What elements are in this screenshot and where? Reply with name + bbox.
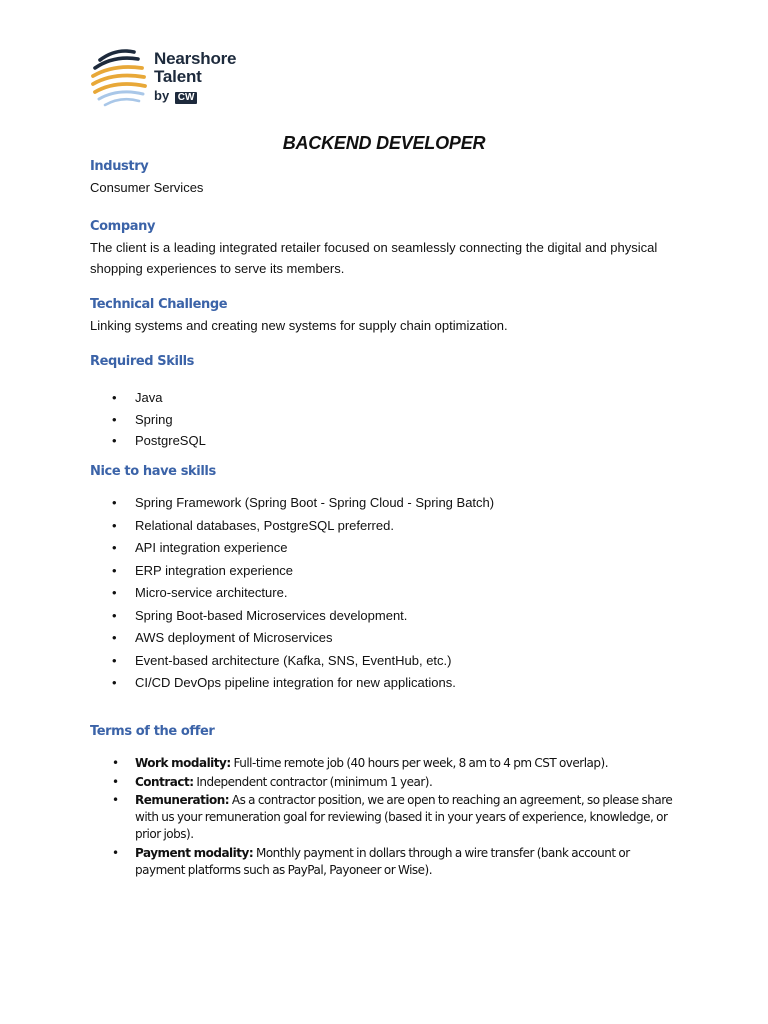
logo-cw-mark: CW <box>175 92 198 104</box>
terms-label: Remuneration: <box>135 793 230 807</box>
list-item: • PostgreSQL <box>112 432 206 454</box>
terms-label: Work modality: <box>135 756 231 770</box>
terms-text: Independent contractor (minimum 1 year). <box>196 774 433 789</box>
required-skills-list <box>112 389 206 454</box>
company-heading: Company <box>90 219 156 234</box>
terms-list <box>112 755 682 880</box>
terms-text: Monthly payment in dollars through a wire transfer (bank account or payment platforms such as PayPal, Payoneer or Wise). <box>135 845 630 877</box>
list-item: • Spring <box>112 411 206 433</box>
terms-item-remuneration <box>112 792 682 843</box>
document-title: BACKEND DEVELOPER <box>282 133 486 153</box>
industry-heading: Industry <box>90 159 149 174</box>
terms-label: Contract: <box>135 774 194 789</box>
logo-byline <box>154 89 197 104</box>
terms-heading: Terms of the offer <box>90 724 215 739</box>
list-item: • Spring Framework (Spring Boot - Spring Cloud - Spring Batch) <box>112 494 494 517</box>
list-item: • Event-based architecture (Kafka, SNS, EventHub, etc.) <box>112 652 494 675</box>
list-item: • Spring Boot-based Microservices development. <box>112 607 494 630</box>
nice-to-have-heading: Nice to have skills <box>90 464 216 479</box>
list-item: • AWS deployment of Microservices <box>112 629 494 652</box>
list-item: • API integration experience <box>112 539 494 562</box>
list-item: • ERP integration experience <box>112 562 494 585</box>
terms-label: Payment modality: <box>135 845 254 860</box>
nice-to-have-list <box>112 494 494 697</box>
list-item: • CI/CD DevOps pipeline integration for new applications. <box>112 674 494 697</box>
terms-item-payment-modality <box>112 845 682 879</box>
required-skills-heading: Required Skills <box>90 354 195 369</box>
terms-item-work-modality <box>112 755 682 772</box>
terms-text: Full-time remote job (40 hours per week, 8 am to 4 pm CST overlap). <box>233 756 609 770</box>
technical-challenge-text: Linking systems and creating new systems for supply chain optimization. <box>90 318 508 333</box>
company-logo <box>90 44 250 110</box>
logo-by-text: by <box>154 88 170 103</box>
terms-item-contract <box>112 774 682 791</box>
logo-wordmark <box>154 50 236 86</box>
terms-text: As a contractor position, we are open to reaching an agreement, so please share with us your remuneration goal for reviewing (based it in your years of experience, knowledge, or prior jobs). <box>135 793 673 841</box>
technical-challenge-heading: Technical Challenge <box>90 297 228 312</box>
logo-swoosh-icon <box>90 46 152 108</box>
industry-text: Consumer Services <box>90 180 204 195</box>
list-item: • Java <box>112 389 206 411</box>
list-item: • Micro-service architecture. <box>112 584 494 607</box>
logo-name-line1: Nearshore <box>154 49 237 68</box>
list-item: • Relational databases, PostgreSQL preferred. <box>112 517 494 540</box>
logo-name-line2: Talent <box>154 67 202 86</box>
company-text: The client is a leading integrated retailer focused on seamlessly connecting the digital and physical shopping experiences to serve its members. <box>90 240 658 276</box>
